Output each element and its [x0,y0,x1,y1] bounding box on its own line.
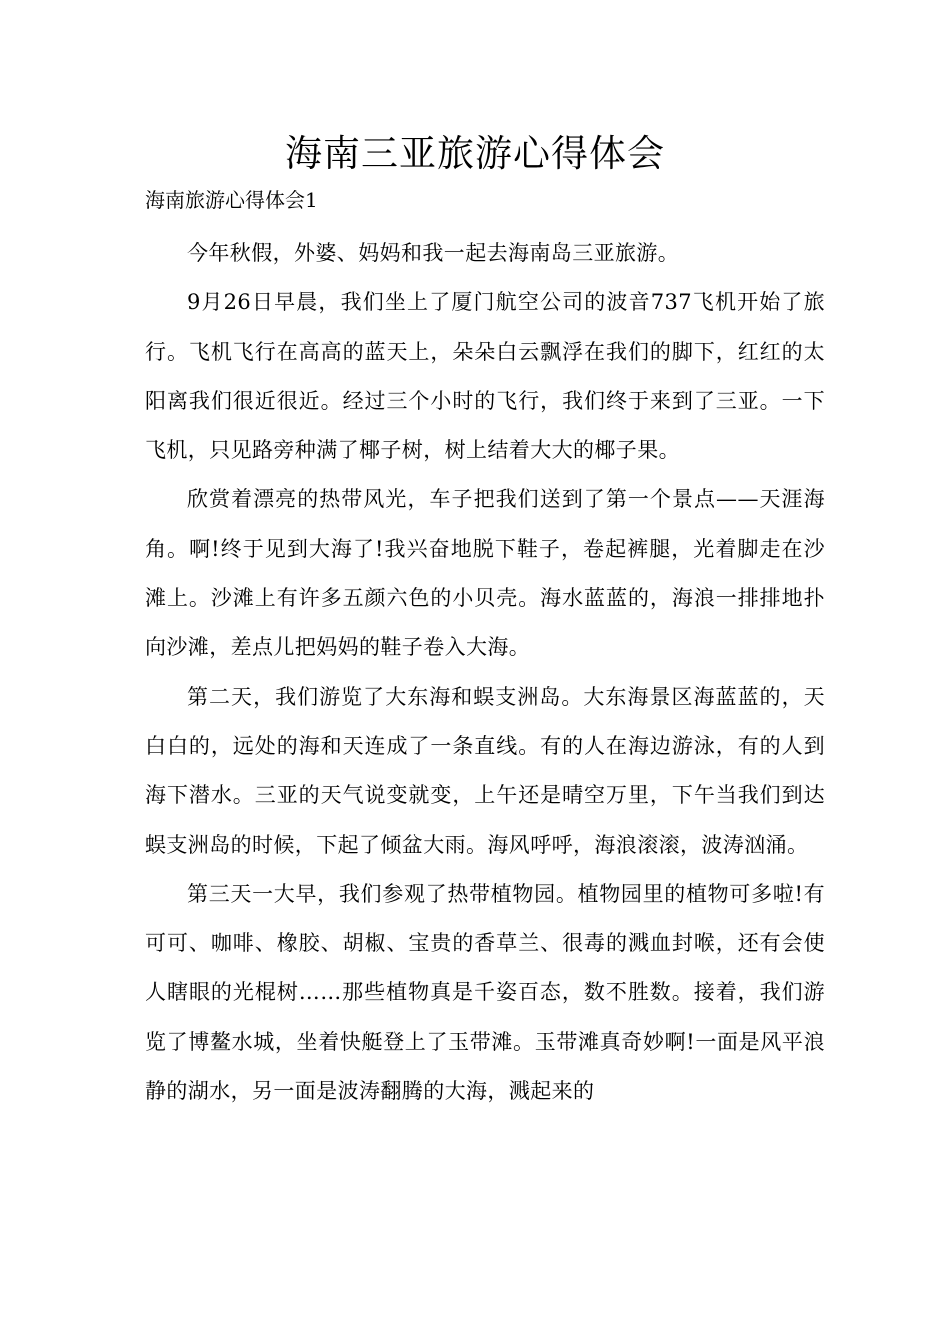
paragraph: 9月26日早晨，我们坐上了厦门航空公司的波音737飞机开始了旅行。飞机飞行在高高的蓝天上，朵朵白云飘浮在我们的脚下，红红的太阳离我们很近很近。经过三个小时的飞行，我们终于来到了三亚。一下飞机，只见路旁种满了椰子树，树上结着大大的椰子果。 [145,290,825,463]
document-body [145,229,825,1116]
paragraph: 第二天，我们游览了大东海和蜈支洲岛。大东海景区海蓝蓝的，天白白的，远处的海和天连成了一条直线。有的人在海边游泳，有的人到海下潜水。三亚的天气说变就变，上午还是晴空万里，下午当我们到达蜈支洲岛的时候，下起了倾盆大雨。海风呼呼，海浪滚滚，波涛汹涌。 [145,684,825,857]
section-subtitle: 海南旅游心得体会1 [145,188,318,212]
paragraph: 今年秋假，外婆、妈妈和我一起去海南岛三亚旅游。 [187,241,680,265]
paragraph: 第三天一大早，我们参观了热带植物园。植物园里的植物可多啦!有可可、咖啡、橡胶、胡椒、宝贵的香草兰、很毒的溅血封喉，还有会使人瞎眼的光棍树……那些植物真是千姿百态，数不胜数。接着，我们游览了博鳌水城，坐着快艇登上了玉带滩。玉带滩真奇妙啊!一面是风平浪静的湖水，另一面是波涛翻腾的大海，溅起来的 [145,881,825,1104]
document-title: 海南三亚旅游心得体会 [285,132,665,175]
paragraph: 欣赏着漂亮的热带风光，车子把我们送到了第一个景点——天涯海角。啊!终于见到大海了!我兴奋地脱下鞋子，卷起裤腿，光着脚走在沙滩上。沙滩上有许多五颜六色的小贝壳。海水蓝蓝的，海浪一排排地扑向沙滩，差点儿把妈妈的鞋子卷入大海。 [145,487,825,660]
